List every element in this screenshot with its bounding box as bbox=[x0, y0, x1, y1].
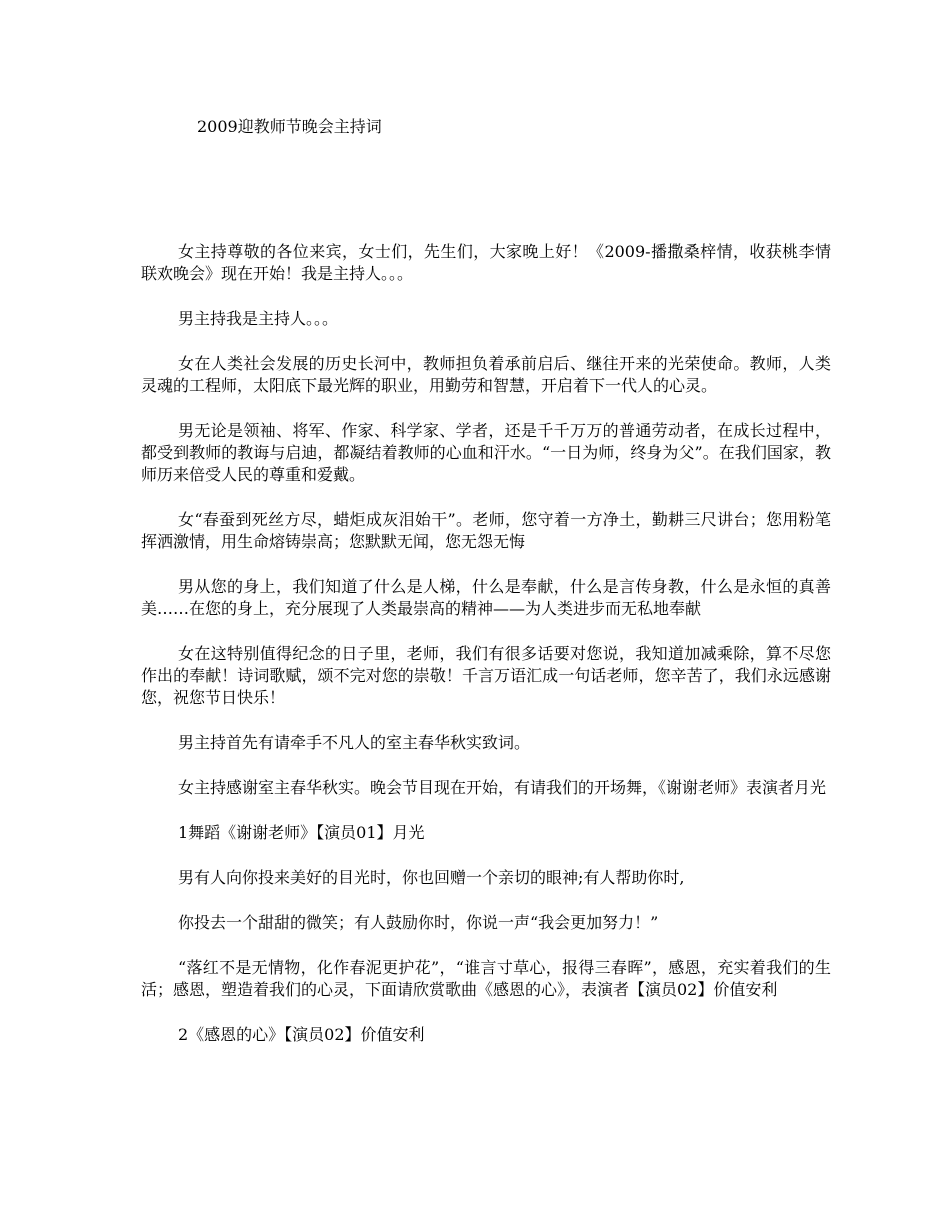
paragraph: 男从您的身上，我们知道了什么是人梯，什么是奉献，什么是言传身教，什么是永恒的真善美……在您的身上，充分展现了人类最崇高的精神——为人类进步而无私地奉献 bbox=[141, 577, 831, 618]
paragraph: 女“春蚕到死丝方尽，蜡炬成灰泪始干”。老师，您守着一方净土，勤耕三尺讲台；您用粉笔挥洒激情，用生命熔铸崇高；您默默无闻，您无怨无悔 bbox=[141, 510, 831, 551]
paragraph: 男无论是领袖、将军、作家、科学家、学者，还是千千万万的普通劳动者，在成长过程中，都受到教师的教诲与启迪，都凝结着教师的心血和汗水。“一日为师，终身为父”。在我们国家，教师历来倍受人民的尊重和爱戴。 bbox=[141, 421, 831, 484]
paragraph: 女主持尊敬的各位来宾，女士们，先生们，大家晚上好！《2009-播撒桑梓情，收获桃李情联欢晚会》现在开始！我是主持人。。。 bbox=[141, 242, 831, 283]
paragraph: 女主持感谢室主春华秋实。晚会节目现在开始，有请我们的开场舞，《谢谢老师》表演者月光 bbox=[178, 778, 827, 797]
paragraph: 女在人类社会发展的历史长河中，教师担负着承前启后、继往开来的光荣使命。教师，人类灵魂的工程师，太阳底下最光辉的职业，用勤劳和智慧，开启着下一代人的心灵。 bbox=[141, 354, 831, 395]
paragraph: “落红不是无情物，化作春泥更护花”，“谁言寸草心，报得三春晖”，感恩，充实着我们的生活；感恩，塑造着我们的心灵，下面请欣赏歌曲《感恩的心》，表演者【演员02】价值安利 bbox=[141, 958, 831, 999]
paragraph: 男主持首先有请牵手不凡人的室主春华秋实致词。 bbox=[178, 733, 531, 752]
paragraph: 男有人向你投来美好的目光时，你也回赠一个亲切的眼神;有人帮助你时, bbox=[178, 868, 685, 887]
document-title: 2009迎教师节晚会主持词 bbox=[197, 117, 382, 136]
paragraph: 女在这特别值得纪念的日子里，老师，我们有很多话要对您说，我知道加减乘除，算不尽您作出的奉献！诗词歌赋，颂不完对您的崇敬！千言万语汇成一句话老师，您辛苦了，我们永远感谢您，祝您节日快乐！ bbox=[141, 644, 831, 707]
paragraph: 你投去一个甜甜的微笑；有人鼓励你时，你说一声“我会更加努力！” bbox=[178, 913, 659, 932]
paragraph: 1舞蹈《谢谢老师》【演员01】月光 bbox=[178, 823, 425, 842]
paragraph: 2《感恩的心》【演员02】价值安利 bbox=[178, 1025, 425, 1044]
paragraph: 男主持我是主持人。。。 bbox=[178, 309, 339, 328]
document-body bbox=[141, 241, 831, 1069]
